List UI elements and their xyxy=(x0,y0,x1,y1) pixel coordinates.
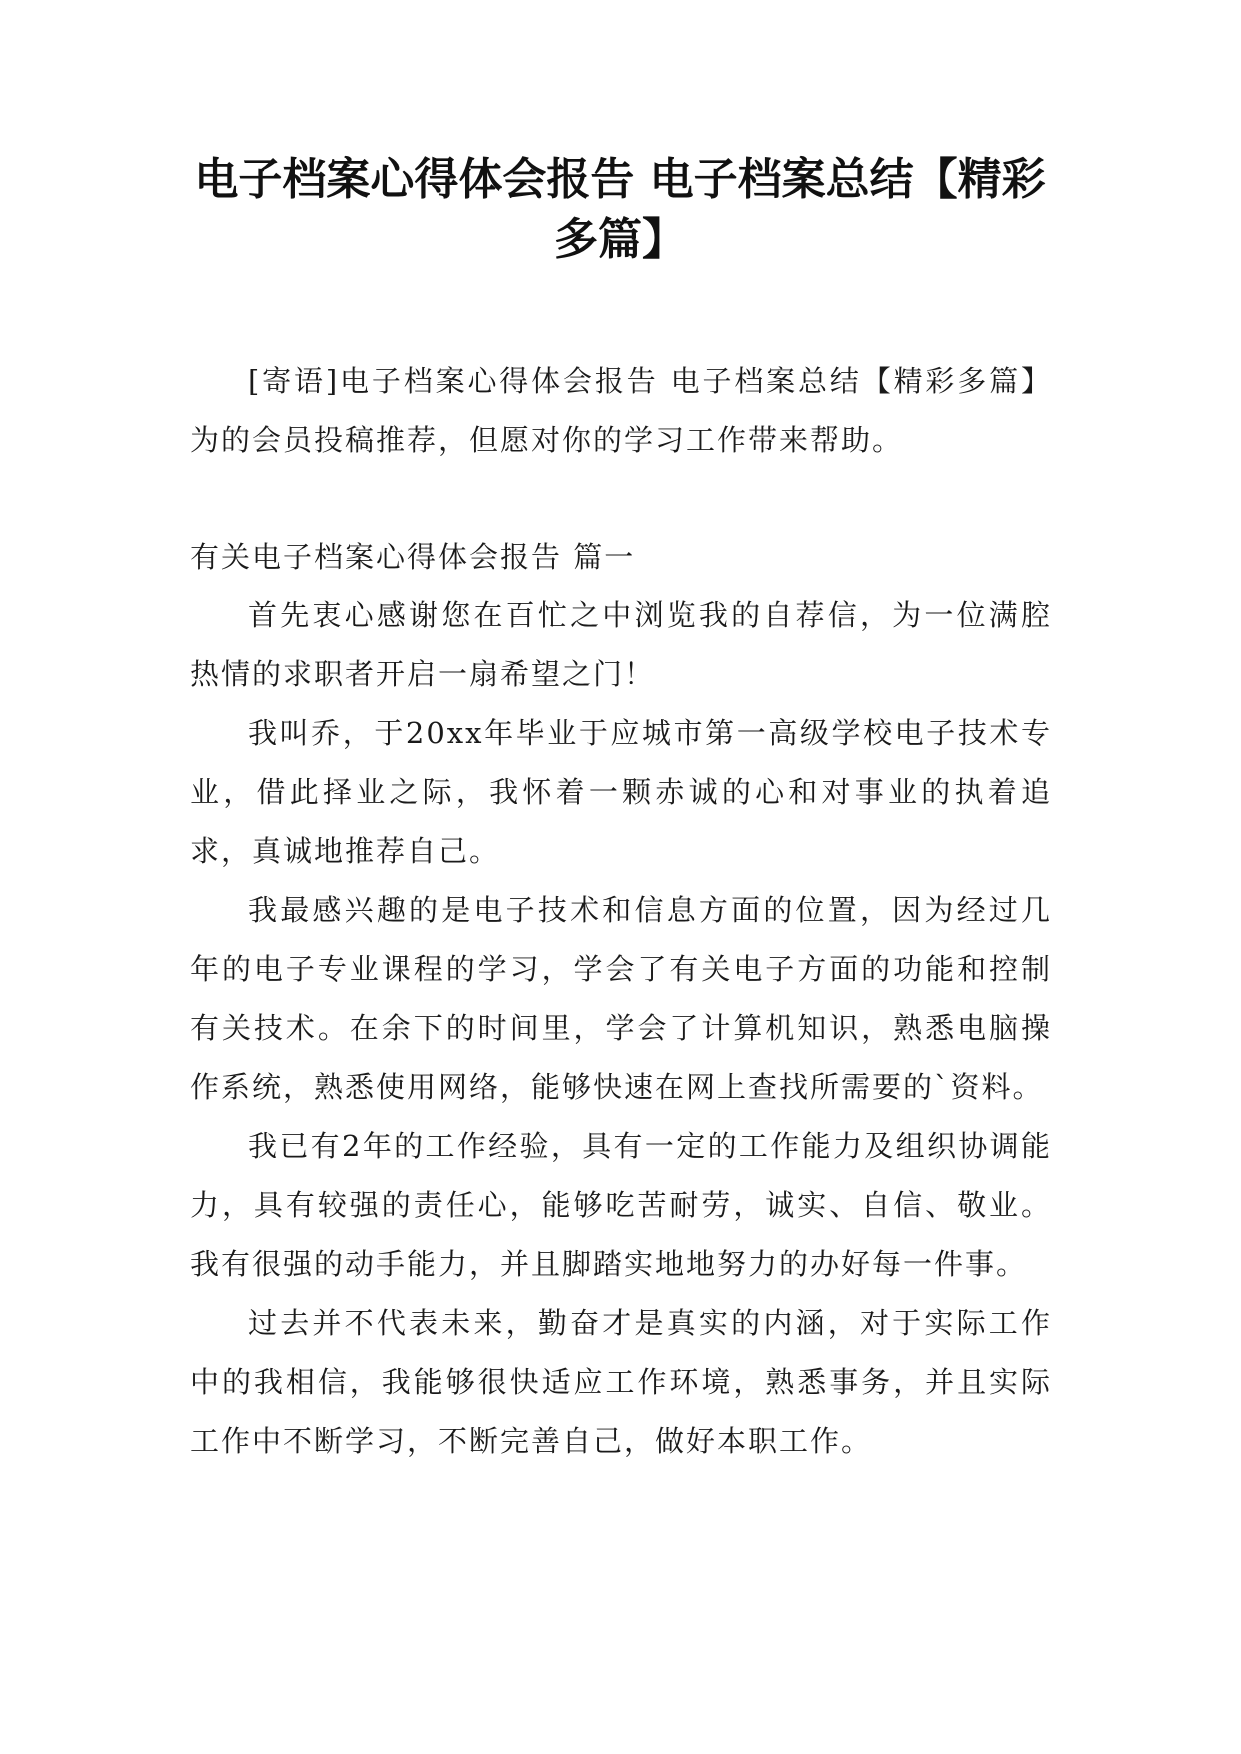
body-paragraph: 我叫乔，于20xx年毕业于应城市第一高级学校电子技术专业，借此择业之际，我怀着一颗赤诚的心和对事业的执着追求，真诚地推荐自己。 xyxy=(190,716,1052,868)
document-title: 电子档案心得体会报告 电子档案总结【精彩多篇】 xyxy=(194,154,1046,265)
section-heading: 有关电子档案心得体会报告 篇一 xyxy=(190,540,636,574)
section-body xyxy=(190,586,1052,1471)
body-paragraph: 过去并不代表未来，勤奋才是真实的内涵，对于实际工作中的我相信，我能够很快适应工作环境，熟悉事务，并且实际工作中不断学习，不断完善自己，做好本职工作。 xyxy=(190,1306,1052,1458)
body-paragraph: 首先衷心感谢您在百忙之中浏览我的自荐信，为一位满腔热情的求职者开启一扇希望之门！ xyxy=(190,598,1052,691)
body-paragraph: 我已有2年的工作经验，具有一定的工作能力及组织协调能力，具有较强的责任心，能够吃苦耐劳，诚实、自信、敬业。我有很强的动手能力，并且脚踏实地地努力的办好每一件事。 xyxy=(190,1129,1052,1281)
body-paragraph: 我最感兴趣的是电子技术和信息方面的位置，因为经过几年的电子专业课程的学习，学会了有关电子方面的功能和控制有关技术。在余下的时间里，学会了计算机知识，熟悉电脑操作系统，熟悉使用网络，能够快速在网上查找所需要的`资料。 xyxy=(190,893,1052,1104)
intro-paragraph: [寄语]电子档案心得体会报告 电子档案总结【精彩多篇】为的会员投稿推荐，但愿对你的学习工作带来帮助。 xyxy=(190,364,1052,457)
